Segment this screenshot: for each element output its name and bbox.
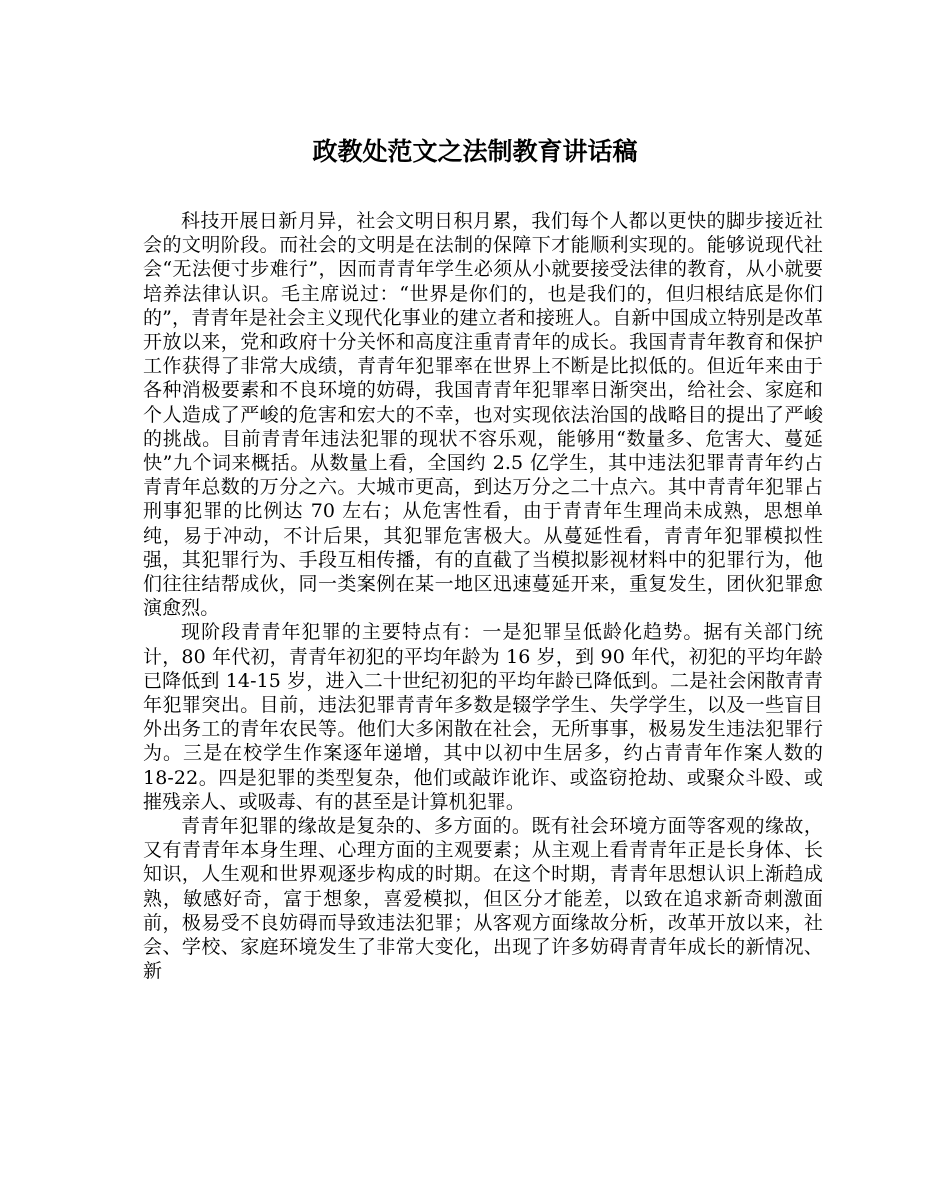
paragraph-1: 科技开展日新月异，社会文明日积月累，我们每个人都以更快的脚步接近社会的文明阶段。而社会的文明是在法制的保障下才能顺利实现的。能够说现代社会“无法便寸步难行”，因而青青年学生必须从小就要接受法律的教育，从小就要培养法律认识。毛主席说过：“世界是你们的，也是我们的，但归根结底是你们的”，青青年是社会主义现代化事业的建立者和接班人。自新中国成立特别是改革开放以来，党和政府十分关怀和高度注重青青年的成长。我国青青年教育和保护工作获得了非常大成绩，青青年犯罪率在世界上不断是比拟低的。但近年来由于各种消极要素和不良环境的妨碍，我国青青年犯罪率日渐突出，给社会、家庭和个人造成了严峻的危害和宏大的不幸，也对实现依法治国的战略目的提出了严峻的挑战。目前青青年违法犯罪的现状不容乐观，能够用“数量多、危害大、蔓延快”九个词来概括。从数量上看，全国约 2.5 亿学生，其中违法犯罪青青年约占青青年总数的万分之六。大城市更高，到达万分之二十点六。其中青青年犯罪占刑事犯罪的比例达 70 左右；从危害性看，由于青青年生理尚未成熟，思想单纯，易于冲动，不计后果，其犯罪危害极大。从蔓延性看，青青年犯罪模拟性强，其犯罪行为、手段互相传播，有的直截了当模拟影视材料中的犯罪行为，他们往往结帮成伙，同一类案例在某一地区迅速蔓延开来，重复发生，团伙犯罪愈演愈烈。 xyxy=(143,210,823,620)
document-title: 政教处范文之法制教育讲话稿 xyxy=(312,137,638,166)
paragraph-2: 现阶段青青年犯罪的主要特点有：一是犯罪呈低龄化趋势。据有关部门统计，80 年代初，青青年初犯的平均年龄为 16 岁，到 90 年代，初犯的平均年龄已降低到 14-15 岁，进入二十世纪初犯的平均年龄已降低到。二是社会闲散青青年犯罪突出。目前，违法犯罪青青年多数是辍学学生、失学学生，以及一些盲目外出务工的青年农民等。他们大多闲散在社会，无所事事，极易发生违法犯罪行为。三是在校学生作案逐年递增，其中以初中生居多，约占青青年作案人数的 18-22。四是犯罪的类型复杂，他们或敲诈讹诈、或盗窃抢劫、或聚众斗殴、或摧残亲人、或吸毒、有的甚至是计算机犯罪。 xyxy=(143,621,823,813)
document-body xyxy=(143,209,823,984)
paragraph-3: 青青年犯罪的缘故是复杂的、多方面的。既有社会环境方面等客观的缘故，又有青青年本身生理、心理方面的主观要素；从主观上看青青年正是长身体、长知识，人生观和世界观逐步构成的时期。在这个时期，青青年思想认识上渐趋成熟，敏感好奇，富于想象，喜爱模拟，但区分才能差，以致在追求新奇刺激面前，极易受不良妨碍而导致违法犯罪；从客观方面缘故分析，改革开放以来，社会、学校、家庭环境发生了非常大变化，出现了许多妨碍青青年成长的新情况、新 xyxy=(143,815,823,983)
